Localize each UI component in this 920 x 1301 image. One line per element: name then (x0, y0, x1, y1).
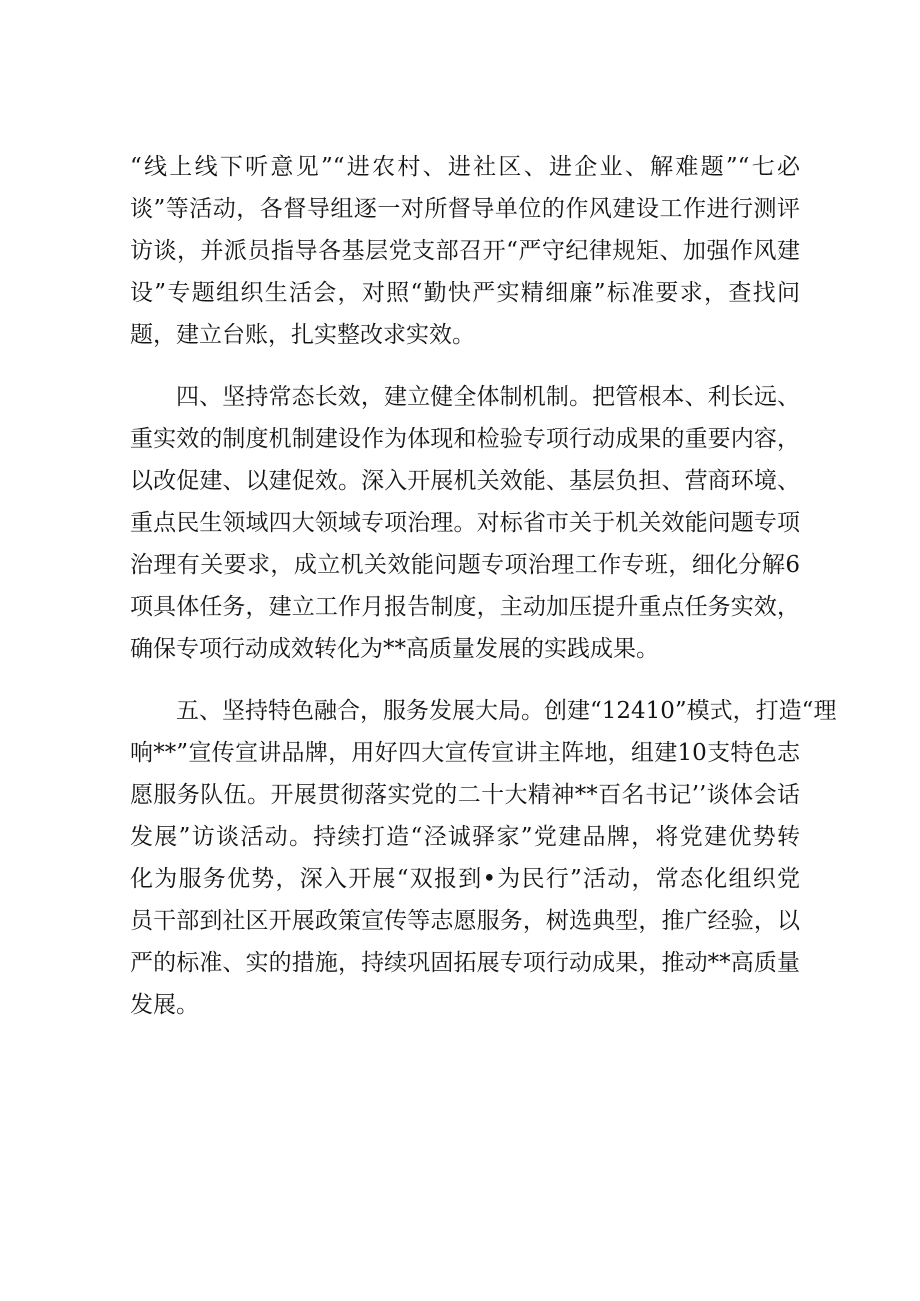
paragraph-supervision-activities (130, 146, 800, 356)
text-line: 响**”宣传宣讲品牌，用好四大宣传宣讲主阵地，组建10支特色志 (130, 740, 800, 766)
document-body (130, 146, 837, 1026)
text-line: 发展。 (130, 992, 199, 1018)
paragraph-spacing (130, 670, 800, 690)
text-line: 确保专项行动成效转化为**高质量发展的实践成果。 (130, 636, 659, 662)
text-line: 题，建立台账，扎实整改求实效。 (130, 322, 475, 348)
text-line: 化为服务优势，深入开展“双报到•为民行”活动，常态化组织党 (130, 866, 800, 892)
text-line: 访谈，并派员指导各基层党支部召开“严守纪律规矩、加强作风建 (130, 238, 800, 264)
text-line: “线上线下听意见”“进农村、进社区、进企业、解难题”“七必 (130, 154, 800, 180)
paragraph-section-four (130, 376, 800, 670)
text-line: 谈”等活动，各督导组逐一对所督导单位的作风建设工作进行测评 (130, 196, 800, 222)
text-line: 四、坚持常态长效，建立健全体制机制。把管根本、利长远、 (176, 384, 800, 410)
text-line: 以改促建、以建促效。深入开展机关效能、基层负担、营商环境、 (130, 468, 800, 494)
text-line: 治理有关要求，成立机关效能问题专项治理工作专班，细化分解6 (130, 552, 800, 578)
paragraph-spacing (130, 356, 800, 376)
text-line: 员干部到社区开展政策宣传等志愿服务，树选典型，推广经验，以 (130, 908, 800, 934)
text-line: 发展”访谈活动。持续打造“泾诚驿家”党建品牌，将党建优势转 (130, 824, 800, 850)
paragraph-section-five (130, 690, 837, 1026)
text-line: 项具体任务，建立工作月报告制度，主动加压提升重点任务实效， (130, 594, 800, 620)
text-line: 严的标准、实的措施，持续巩固拓展专项行动成果，推动**高质量 (130, 950, 800, 976)
text-line: 愿服务队伍。开展贯彻落实党的二十大精神**百名书记’’谈体会话 (130, 782, 800, 808)
text-line: 五、坚持特色融合，服务发展大局。创建“12410”模式，打造“理 (176, 698, 837, 724)
text-line: 重实效的制度机制建设作为体现和检验专项行动成果的重要内容， (130, 426, 800, 452)
text-line: 设”专题组织生活会，对照“勤快严实精细廉”标准要求，查找问 (130, 280, 800, 306)
text-line: 重点民生领域四大领域专项治理。对标省市关于机关效能问题专项 (130, 510, 800, 536)
